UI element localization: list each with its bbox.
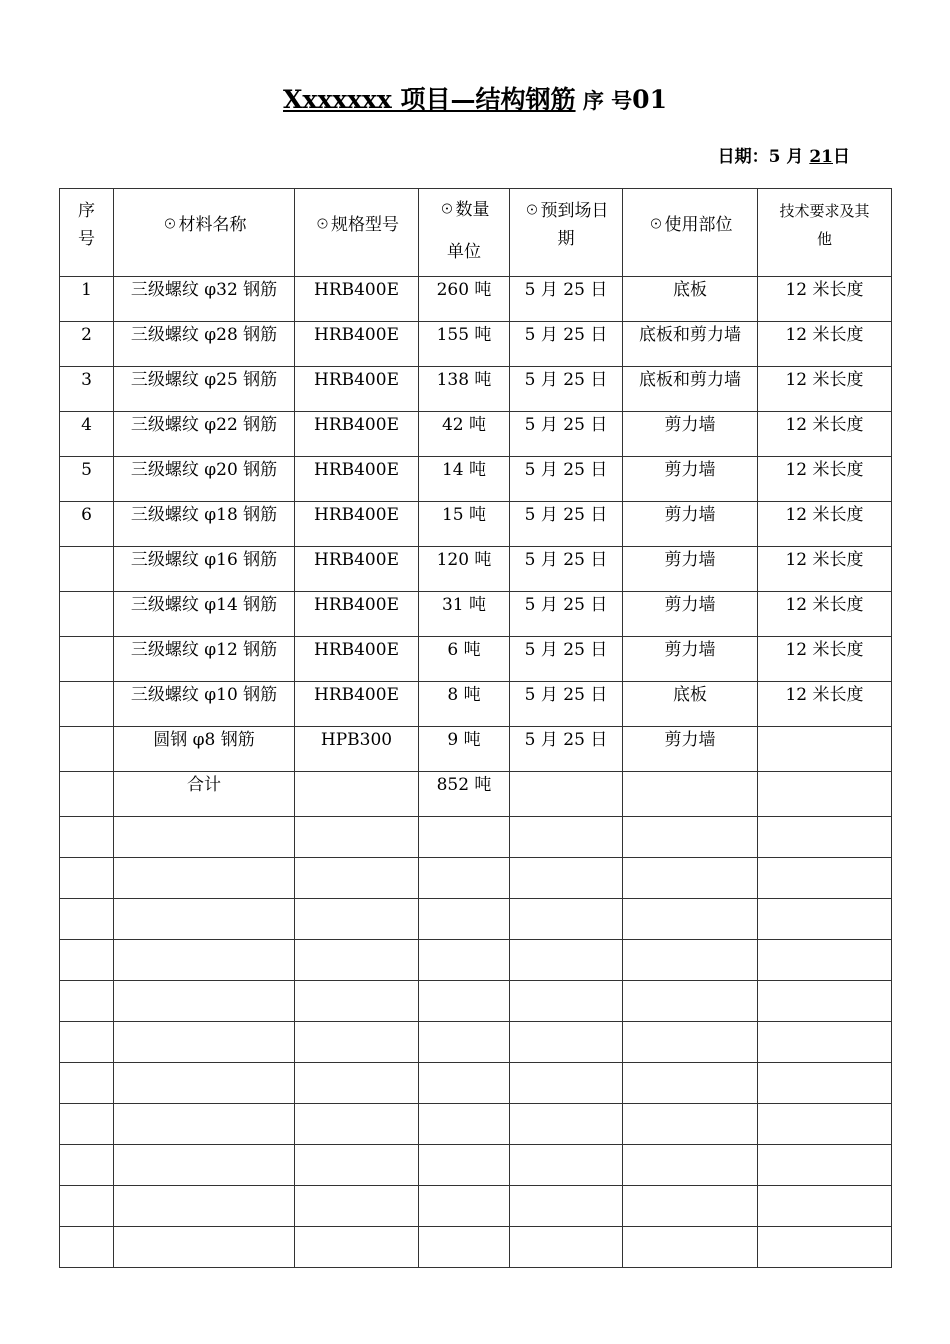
blank-cell <box>623 899 758 940</box>
blank-row <box>60 1063 892 1104</box>
col-header-qty <box>419 189 510 277</box>
date-suffix: 日 <box>833 147 850 167</box>
blank-cell <box>114 940 295 981</box>
cell-usage: 底板 <box>623 682 758 727</box>
blank-cell <box>510 1022 623 1063</box>
cell-spec: HRB400E <box>295 592 419 637</box>
col-header-usage: ☉使用部位 <box>623 189 758 277</box>
blank-cell <box>623 981 758 1022</box>
cell-seq <box>60 772 114 817</box>
blank-cell <box>419 1145 510 1186</box>
document-title <box>0 84 950 117</box>
cell-spec: HRB400E <box>295 412 419 457</box>
blank-cell <box>114 981 295 1022</box>
cell-seq <box>60 547 114 592</box>
col-header-tech-line1: 技术要求及其 <box>779 202 870 220</box>
cell-spec: HRB400E <box>295 367 419 412</box>
cell-arrival: 5 月 25 日 <box>510 367 623 412</box>
cell-tech: 12 米长度 <box>758 412 892 457</box>
col-header-spec: ☉规格型号 <box>295 189 419 277</box>
title-seq-label: 序 号 <box>575 88 633 113</box>
blank-cell <box>419 899 510 940</box>
cell-seq: 6 <box>60 502 114 547</box>
blank-cell <box>295 1063 419 1104</box>
cell-material: 三级螺纹 φ10 钢筋 <box>114 682 295 727</box>
blank-cell <box>60 1186 114 1227</box>
blank-cell <box>295 940 419 981</box>
cell-arrival: 5 月 25 日 <box>510 547 623 592</box>
col-header-arrival-line2: 期 <box>557 229 575 249</box>
blank-cell <box>758 1104 892 1145</box>
col-header-tech <box>758 189 892 277</box>
cell-spec: HRB400E <box>295 457 419 502</box>
blank-cell <box>114 899 295 940</box>
cell-tech: 12 米长度 <box>758 592 892 637</box>
cell-material: 三级螺纹 φ14 钢筋 <box>114 592 295 637</box>
cell-arrival: 5 月 25 日 <box>510 277 623 322</box>
cell-usage: 剪力墙 <box>623 412 758 457</box>
cell-material: 三级螺纹 φ28 钢筋 <box>114 322 295 367</box>
table-row <box>60 457 892 502</box>
blank-cell <box>510 817 623 858</box>
cell-usage: 剪力墙 <box>623 457 758 502</box>
blank-cell <box>60 981 114 1022</box>
blank-cell <box>419 1227 510 1268</box>
date-day: 21 <box>809 147 833 167</box>
table-row <box>60 412 892 457</box>
blank-cell <box>758 817 892 858</box>
table-row <box>60 367 892 412</box>
cell-tech: 12 米长度 <box>758 502 892 547</box>
blank-cell <box>295 1104 419 1145</box>
col-header-seq-line1: 序 <box>78 201 95 221</box>
cell-qty: 15 吨 <box>419 502 510 547</box>
cell-total-qty: 852 吨 <box>419 772 510 817</box>
blank-cell <box>114 858 295 899</box>
blank-cell <box>60 1145 114 1186</box>
cell-usage: 底板和剪力墙 <box>623 367 758 412</box>
blank-cell <box>419 1104 510 1145</box>
title-seq-no: 01 <box>632 85 667 114</box>
cell-arrival: 5 月 25 日 <box>510 457 623 502</box>
cell-material: 三级螺纹 φ32 钢筋 <box>114 277 295 322</box>
blank-row <box>60 858 892 899</box>
cell-seq: 2 <box>60 322 114 367</box>
cell-tech: 12 米长度 <box>758 322 892 367</box>
materials-table <box>59 188 892 1268</box>
table-row <box>60 277 892 322</box>
cell-usage: 剪力墙 <box>623 727 758 772</box>
cell-tech: 12 米长度 <box>758 277 892 322</box>
blank-cell <box>419 940 510 981</box>
blank-cell <box>758 981 892 1022</box>
cell-qty: 260 吨 <box>419 277 510 322</box>
blank-cell <box>623 1104 758 1145</box>
cell-qty: 120 吨 <box>419 547 510 592</box>
blank-cell <box>419 858 510 899</box>
cell-tech: 12 米长度 <box>758 457 892 502</box>
blank-cell <box>510 1145 623 1186</box>
blank-cell <box>623 1022 758 1063</box>
blank-cell <box>419 817 510 858</box>
blank-cell <box>510 1063 623 1104</box>
blank-cell <box>295 1186 419 1227</box>
blank-cell <box>295 817 419 858</box>
blank-cell <box>295 858 419 899</box>
col-header-qty-line2: 单位 <box>447 242 481 262</box>
cell-qty: 9 吨 <box>419 727 510 772</box>
blank-row <box>60 817 892 858</box>
blank-cell <box>114 1227 295 1268</box>
cell-qty: 8 吨 <box>419 682 510 727</box>
blank-cell <box>623 817 758 858</box>
cell-total-label: 合计 <box>114 772 295 817</box>
blank-cell <box>60 1063 114 1104</box>
blank-cell <box>758 858 892 899</box>
cell-usage <box>623 772 758 817</box>
blank-cell <box>114 1104 295 1145</box>
cell-seq <box>60 592 114 637</box>
blank-cell <box>623 1227 758 1268</box>
cell-spec: HRB400E <box>295 277 419 322</box>
table-row <box>60 727 892 772</box>
header-row <box>60 189 892 277</box>
blank-cell <box>114 817 295 858</box>
cell-seq: 1 <box>60 277 114 322</box>
cell-arrival: 5 月 25 日 <box>510 592 623 637</box>
blank-cell <box>419 1022 510 1063</box>
col-header-tech-line2: 他 <box>816 230 832 248</box>
blank-cell <box>758 1227 892 1268</box>
cell-material: 圆钢 φ8 钢筋 <box>114 727 295 772</box>
cell-tech: 12 米长度 <box>758 637 892 682</box>
col-header-seq-line2: 号 <box>78 229 95 249</box>
cell-arrival: 5 月 25 日 <box>510 502 623 547</box>
table-row <box>60 322 892 367</box>
blank-cell <box>510 858 623 899</box>
cell-spec: HRB400E <box>295 682 419 727</box>
blank-cell <box>623 940 758 981</box>
date-label: 日期：5 月 <box>717 147 804 167</box>
cell-tech: 12 米长度 <box>758 367 892 412</box>
cell-seq <box>60 637 114 682</box>
cell-material: 三级螺纹 φ20 钢筋 <box>114 457 295 502</box>
cell-qty: 138 吨 <box>419 367 510 412</box>
cell-usage: 剪力墙 <box>623 637 758 682</box>
cell-arrival: 5 月 25 日 <box>510 412 623 457</box>
cell-material: 三级螺纹 φ22 钢筋 <box>114 412 295 457</box>
blank-cell <box>295 1145 419 1186</box>
blank-cell <box>114 1186 295 1227</box>
cell-arrival: 5 月 25 日 <box>510 727 623 772</box>
blank-cell <box>295 981 419 1022</box>
cell-arrival: 5 月 25 日 <box>510 637 623 682</box>
cell-qty: 14 吨 <box>419 457 510 502</box>
blank-cell <box>623 1145 758 1186</box>
table-row <box>60 682 892 727</box>
cell-material: 三级螺纹 φ12 钢筋 <box>114 637 295 682</box>
blank-cell <box>758 1145 892 1186</box>
blank-cell <box>60 858 114 899</box>
blank-cell <box>419 1063 510 1104</box>
blank-cell <box>758 899 892 940</box>
cell-seq <box>60 727 114 772</box>
cell-qty: 31 吨 <box>419 592 510 637</box>
table-row <box>60 547 892 592</box>
blank-cell <box>758 1186 892 1227</box>
cell-usage: 剪力墙 <box>623 502 758 547</box>
title-main: Xxxxxxx 项目—结构钢筋 <box>283 85 576 114</box>
cell-seq: 3 <box>60 367 114 412</box>
cell-spec <box>295 772 419 817</box>
cell-material: 三级螺纹 φ18 钢筋 <box>114 502 295 547</box>
cell-qty: 42 吨 <box>419 412 510 457</box>
cell-spec: HRB400E <box>295 637 419 682</box>
col-header-material: ☉材料名称 <box>114 189 295 277</box>
cell-tech: 12 米长度 <box>758 682 892 727</box>
blank-cell <box>114 1063 295 1104</box>
date-line <box>718 145 850 169</box>
blank-cell <box>295 899 419 940</box>
blank-row <box>60 899 892 940</box>
blank-cell <box>758 1063 892 1104</box>
blank-cell <box>510 940 623 981</box>
blank-row <box>60 940 892 981</box>
blank-cell <box>510 899 623 940</box>
total-row <box>60 772 892 817</box>
cell-spec: HPB300 <box>295 727 419 772</box>
cell-seq: 5 <box>60 457 114 502</box>
cell-usage: 底板和剪力墙 <box>623 322 758 367</box>
cell-qty: 6 吨 <box>419 637 510 682</box>
blank-cell <box>60 1227 114 1268</box>
blank-row <box>60 1022 892 1063</box>
blank-cell <box>510 1104 623 1145</box>
cell-tech <box>758 772 892 817</box>
blank-cell <box>510 1227 623 1268</box>
blank-row <box>60 1186 892 1227</box>
blank-cell <box>114 1145 295 1186</box>
blank-cell <box>623 1063 758 1104</box>
cell-arrival <box>510 772 623 817</box>
cell-spec: HRB400E <box>295 547 419 592</box>
blank-row <box>60 981 892 1022</box>
col-header-seq <box>60 189 114 277</box>
cell-usage: 剪力墙 <box>623 592 758 637</box>
blank-cell <box>60 1104 114 1145</box>
cell-tech: 12 米长度 <box>758 547 892 592</box>
blank-cell <box>295 1227 419 1268</box>
blank-cell <box>623 858 758 899</box>
blank-cell <box>510 981 623 1022</box>
blank-row <box>60 1104 892 1145</box>
blank-cell <box>114 1022 295 1063</box>
cell-qty: 155 吨 <box>419 322 510 367</box>
cell-arrival: 5 月 25 日 <box>510 322 623 367</box>
blank-cell <box>419 981 510 1022</box>
table-row <box>60 502 892 547</box>
blank-cell <box>60 817 114 858</box>
table-row <box>60 592 892 637</box>
cell-material: 三级螺纹 φ16 钢筋 <box>114 547 295 592</box>
cell-material: 三级螺纹 φ25 钢筋 <box>114 367 295 412</box>
blank-row <box>60 1145 892 1186</box>
blank-cell <box>758 1022 892 1063</box>
blank-cell <box>60 899 114 940</box>
blank-cell <box>60 1022 114 1063</box>
col-header-arrival-line1: ☉预到场日 <box>523 201 609 221</box>
table-row <box>60 637 892 682</box>
blank-cell <box>419 1186 510 1227</box>
cell-seq <box>60 682 114 727</box>
cell-seq: 4 <box>60 412 114 457</box>
col-header-qty-line1: ☉数量 <box>438 200 490 220</box>
blank-row <box>60 1227 892 1268</box>
col-header-arrival <box>510 189 623 277</box>
blank-cell <box>60 940 114 981</box>
blank-cell <box>510 1186 623 1227</box>
cell-tech <box>758 727 892 772</box>
cell-usage: 底板 <box>623 277 758 322</box>
blank-cell <box>758 940 892 981</box>
cell-arrival: 5 月 25 日 <box>510 682 623 727</box>
cell-spec: HRB400E <box>295 502 419 547</box>
cell-spec: HRB400E <box>295 322 419 367</box>
cell-usage: 剪力墙 <box>623 547 758 592</box>
blank-cell <box>623 1186 758 1227</box>
blank-cell <box>295 1022 419 1063</box>
